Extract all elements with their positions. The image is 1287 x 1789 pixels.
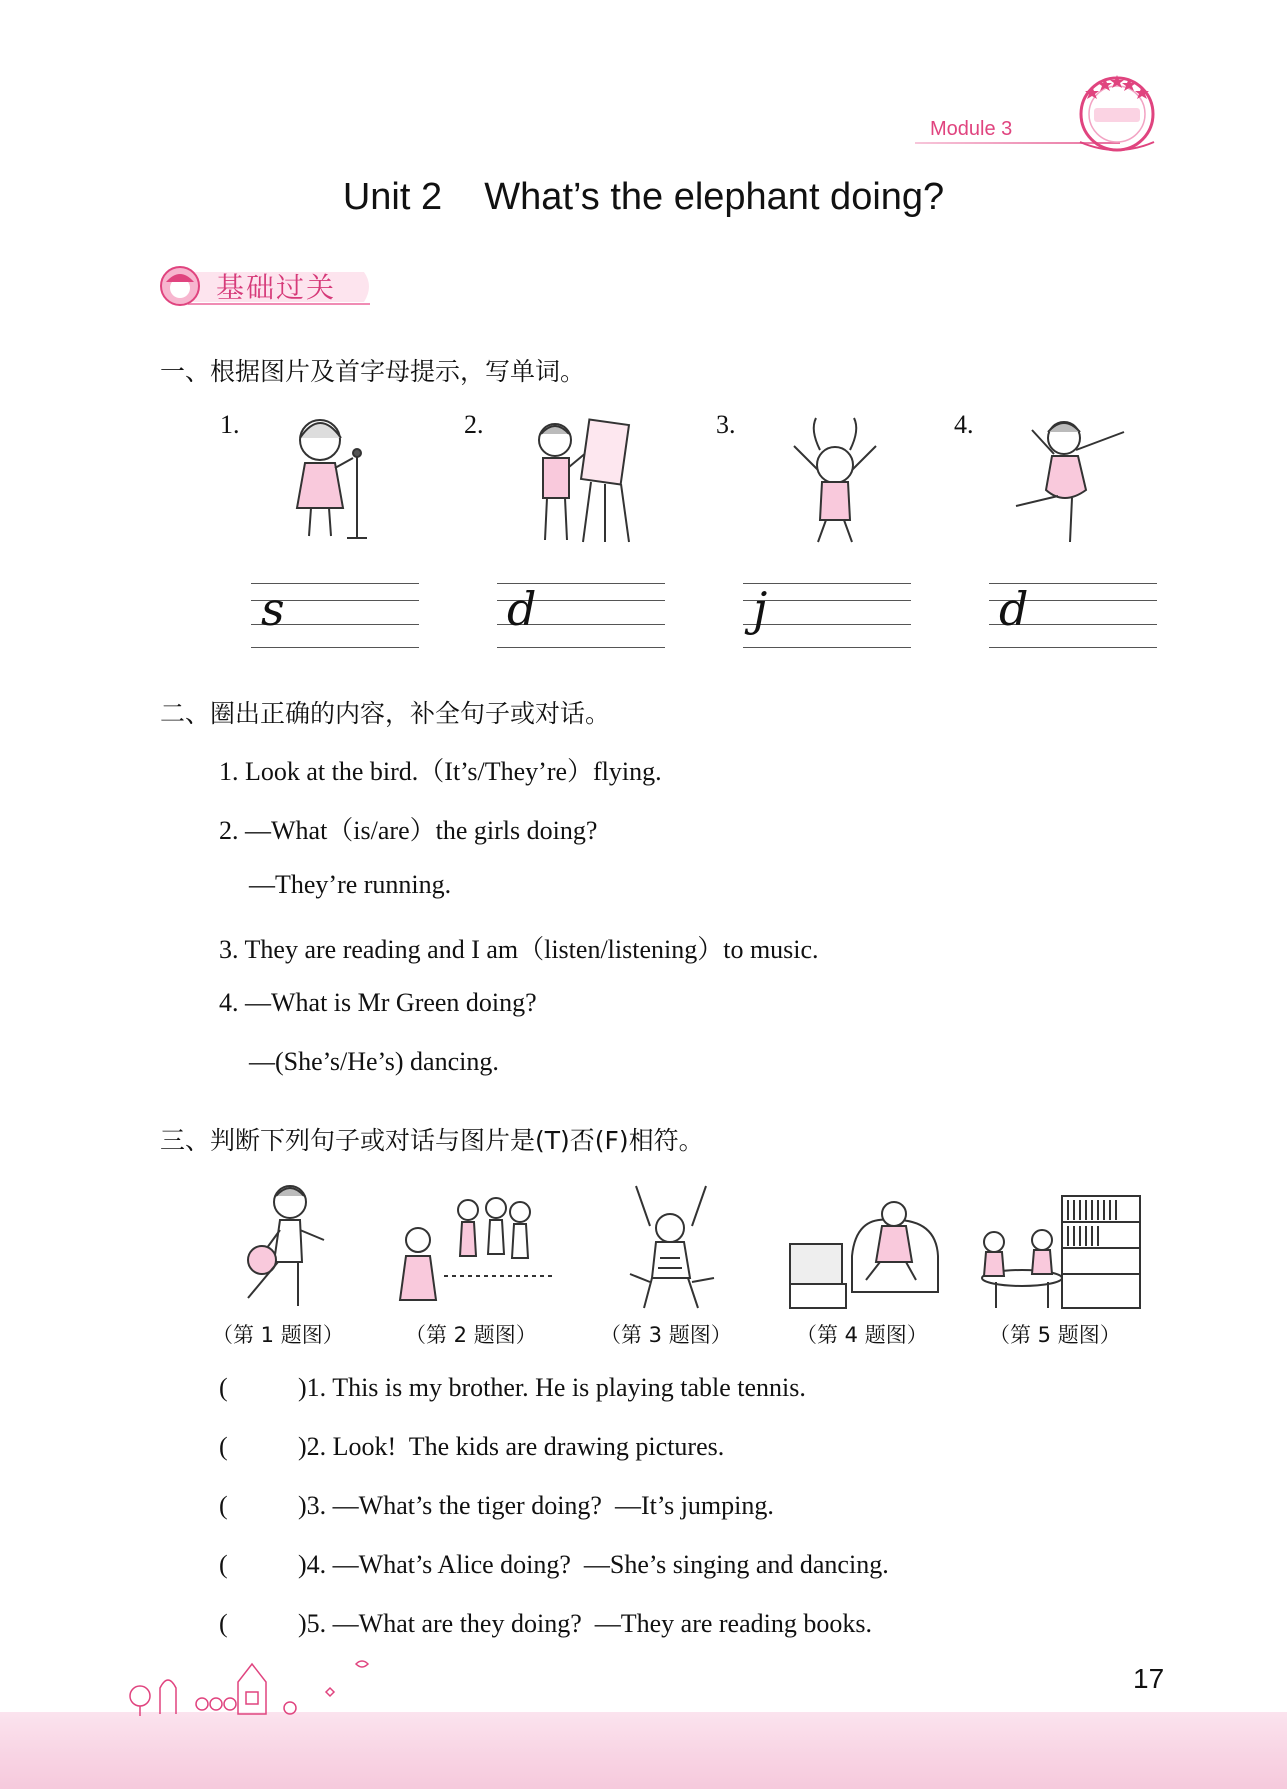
picture-caption: （第 4 题图）	[796, 1323, 928, 1347]
module-label: Module 3	[930, 118, 1013, 140]
tf-question: )3. —What’s the tiger doing? —It’s jumping.	[298, 1491, 774, 1520]
question-line: 3. They are reading and I am（listen/listening）to music.	[219, 935, 819, 964]
writing-lines-1[interactable]	[251, 578, 419, 648]
item-number: 3.	[716, 410, 736, 439]
unit-title: Unit 2 What’s the elephant doing?	[342, 176, 945, 218]
picture-caption: （第 5 题图）	[989, 1323, 1121, 1347]
question-line: 4. —What is Mr Green doing?	[219, 988, 537, 1017]
boy-basketball-icon	[228, 1178, 338, 1313]
writing-lines-4[interactable]	[989, 578, 1157, 648]
kids-bookshelf-icon	[976, 1192, 1144, 1314]
answer-paren-open[interactable]: (	[219, 1373, 228, 1402]
page-number: 17	[1133, 1663, 1165, 1694]
hint-letter: j	[753, 582, 768, 636]
item-number: 4.	[954, 410, 974, 439]
tf-question: )2. Look! The kids are drawing pictures.	[298, 1432, 725, 1461]
answer-paren-open[interactable]: (	[219, 1609, 228, 1638]
boy-drawing-icon	[525, 412, 635, 547]
answer-line: —(She’s/He’s) dancing.	[249, 1047, 499, 1076]
rosette-seal-logo	[1072, 66, 1162, 156]
picture-caption: （第 2 题图）	[405, 1323, 537, 1347]
answer-line: —They’re running.	[249, 870, 452, 899]
footer-band	[0, 1712, 1287, 1789]
girl-tv-sofa-icon	[786, 1196, 946, 1314]
picture-caption: （第 1 题图）	[212, 1323, 344, 1347]
girl-singing-icon	[275, 408, 385, 548]
item-number: 2.	[464, 410, 484, 439]
question-line: 1. Look at the bird.（It’s/They’re）flying.	[219, 757, 662, 786]
hint-letter: s	[261, 582, 285, 636]
section1-heading: 一、根据图片及首字母提示，写单词。	[160, 357, 586, 386]
writing-lines-3[interactable]	[743, 578, 911, 648]
tf-question: )4. —What’s Alice doing? —She’s singing and dancing.	[298, 1550, 889, 1579]
writing-lines-2[interactable]	[497, 578, 665, 648]
answer-paren-open[interactable]: (	[219, 1432, 228, 1461]
hint-letter: d	[999, 582, 1029, 636]
castle-trees-doodle-icon	[120, 1648, 380, 1718]
question-line: 2. —What（is/are）the girls doing?	[219, 816, 598, 845]
picture-caption: （第 3 题图）	[600, 1323, 732, 1347]
section-banner-label: 基础过关	[216, 271, 337, 304]
section2-heading: 二、圈出正确的内容，补全句子或对话。	[160, 699, 611, 728]
answer-paren-open[interactable]: (	[219, 1550, 228, 1579]
section3-heading: 三、判断下列句子或对话与图片是(T)否(F)相符。	[160, 1126, 704, 1155]
item-number: 1.	[220, 410, 240, 439]
tf-question: )1. This is my brother. He is playing table tennis.	[298, 1373, 806, 1402]
hint-letter: d	[507, 582, 537, 636]
girl-jumping-icon	[780, 410, 890, 550]
answer-paren-open[interactable]: (	[219, 1491, 228, 1520]
tf-question: )5. —What are they doing? —They are reading books.	[298, 1609, 872, 1638]
kids-drawing-icon	[392, 1196, 562, 1314]
tiger-jumping-icon	[622, 1178, 722, 1313]
girl-dancing-icon	[1002, 410, 1132, 550]
